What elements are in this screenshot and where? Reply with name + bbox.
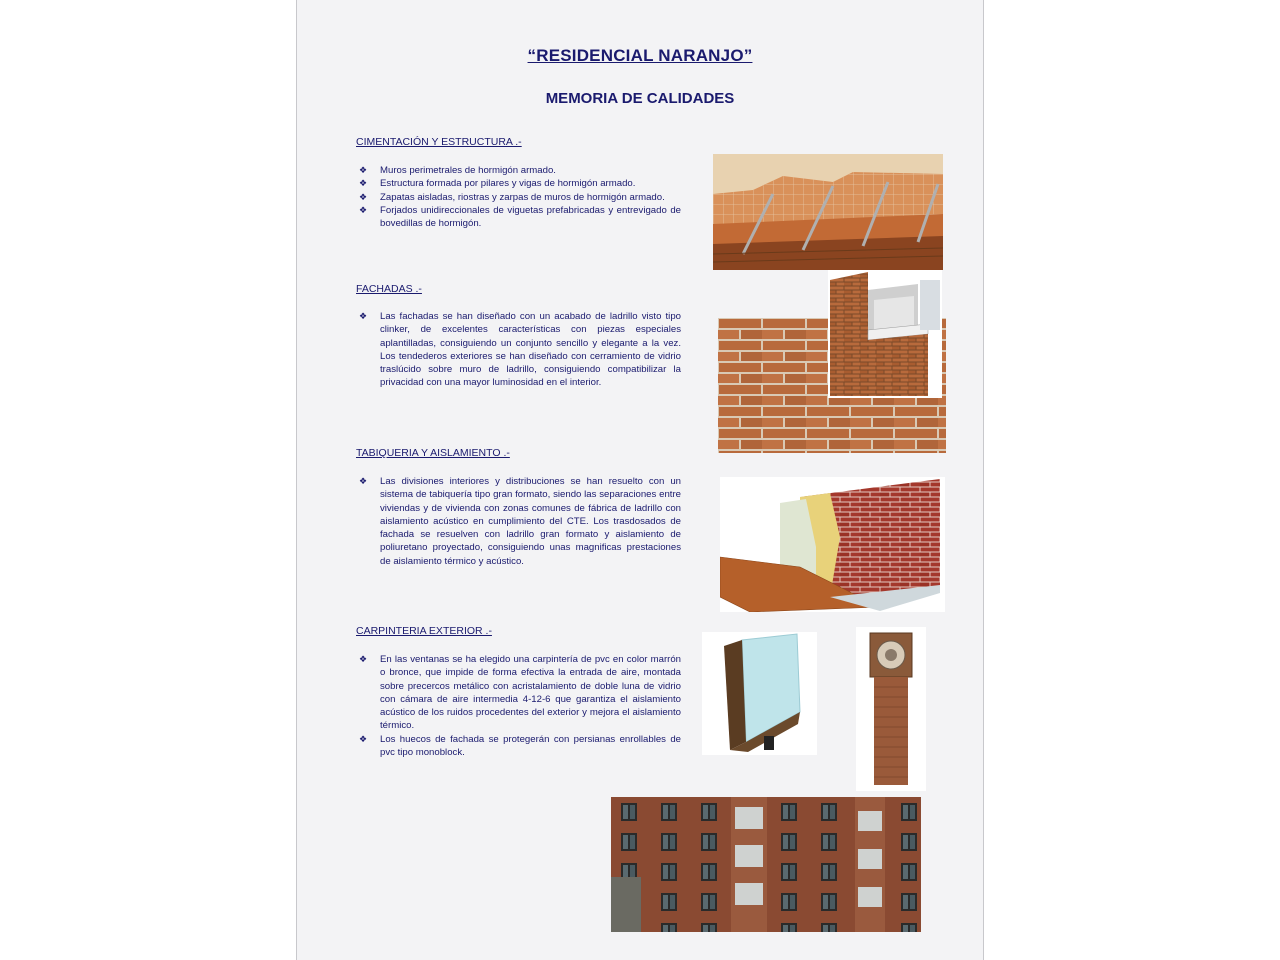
document-subtitle: MEMORIA DE CALIDADES	[545, 90, 735, 107]
list-item: ❖ Las fachadas se han diseñado con un acabado de ladrillo visto tipo clinker, de excelentes características con piezas especiales aplantilladas, consiguiendo un conjunto sencillo y elegante a la vez. Los tendederos exteriores se han diseñado con cerramiento de vidrio traslúcido sobre muro de ladrillo, consiguiendo compatibilizar la privacidad con una mayor luminosidad en el interior.	[359, 311, 681, 389]
roller-shutter-illustration	[856, 627, 926, 791]
list-item: ❖ Forjados unidireccionales de viguetas prefabricadas y entrevigado de bovedillas de hormigón.	[359, 204, 681, 230]
section-list-carpinteria	[359, 653, 681, 759]
wall-section-illustration	[828, 270, 942, 398]
bullet-icon: ❖	[359, 165, 368, 175]
document-title: “RESIDENCIAL NARANJO”	[527, 46, 753, 65]
list-item: ❖ Muros perimetrales de hormigón armado.	[359, 165, 556, 176]
section-heading-fachadas: FACHADAS .-	[356, 283, 422, 295]
bullet-icon: ❖	[359, 191, 368, 202]
section-list-fachadas	[359, 310, 681, 390]
bullet-icon: ❖	[359, 204, 368, 215]
bullet-icon: ❖	[359, 178, 368, 189]
bullet-icon: ❖	[359, 311, 368, 321]
section-list-tabiqueria	[359, 475, 681, 568]
section-heading-carpinteria: CARPINTERIA EXTERIOR .-	[356, 625, 492, 637]
list-item: ❖ En las ventanas se ha elegido una carpintería de pvc en color marrón o bronce, que impide de forma efectiva la entrada de aire, montada sobre precercos metálico con acristalamiento de doble luna de vidrio con cámara de aire intermedia 4-12-6 que garantiza el aislamiento acústico de los ruidos procedentes del exterior y mejora el aislamiento térmico.	[359, 654, 681, 732]
list-item: ❖ Estructura formada por pilares y vigas de hormigón armado.	[359, 178, 636, 190]
bullet-icon: ❖	[359, 476, 368, 486]
list-item: ❖ Los huecos de fachada se protegerán con persianas enrollables de pvc tipo monoblock.	[359, 733, 681, 759]
list-item: ❖ Las divisiones interiores y distribuciones se han resuelto con un sistema de tabiquería tipo gran formato, siendo las separaciones entre viviendas y de vivienda con zonas comunes de fábrica de ladrillo con aislamiento acústico en cumplimiento del CTE. Los trasdosados de fachada se resuelven con ladrillo gran formato y aislamiento de poliuretano proyectado, consiguiendo unas magnificas prestaciones de aislamiento térmico y acústico.	[359, 476, 681, 567]
section-heading-estructura: CIMENTACIÓN Y ESTRUCTURA .-	[356, 136, 522, 148]
interior-wall-illustration	[720, 477, 945, 612]
bullet-icon: ❖	[359, 733, 368, 744]
section-list-estructura	[359, 164, 681, 230]
bullet-icon: ❖	[359, 654, 368, 664]
section-heading-tabiqueria: TABIQUERIA Y AISLAMIENTO .-	[356, 447, 510, 459]
document-page	[296, 0, 984, 960]
building-photo	[611, 797, 921, 932]
structure-illustration	[713, 154, 943, 270]
list-item: ❖ Zapatas aisladas, riostras y zarpas de muros de hormigón armado.	[359, 191, 665, 203]
window-profile-illustration	[702, 632, 817, 755]
